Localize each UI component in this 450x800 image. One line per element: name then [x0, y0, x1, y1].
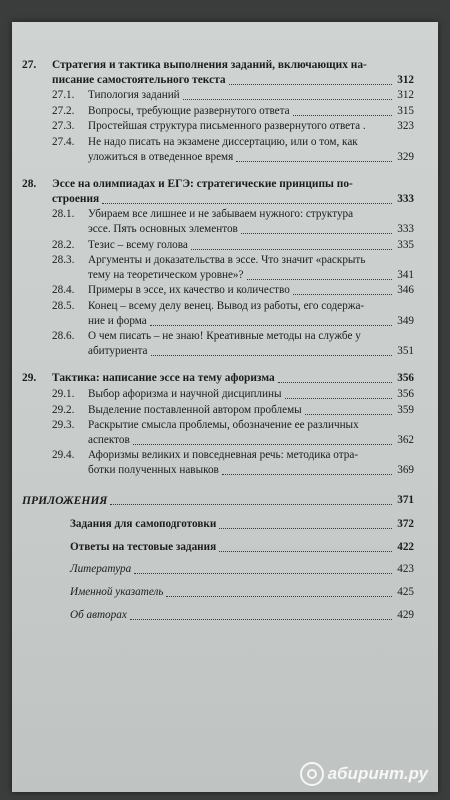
- dot-leader: [285, 398, 392, 399]
- dot-leader: [150, 325, 392, 326]
- section-page: 362: [397, 433, 414, 446]
- dot-leader: [241, 233, 392, 234]
- dot-leader: [110, 504, 392, 505]
- dot-leader: [293, 115, 392, 116]
- section-title: Вопросы, требующие развернутого ответа: [88, 104, 290, 117]
- dot-leader: [166, 596, 392, 597]
- appendix-item-title: Именной указатель: [70, 586, 164, 598]
- section-number: 28.1.: [52, 208, 75, 221]
- dot-leader: [219, 551, 392, 552]
- section-page: 346: [397, 284, 414, 297]
- section-page: 369: [397, 464, 414, 476]
- section-number: 28.5.: [52, 300, 75, 312]
- section-title: Типология заданий: [88, 89, 180, 102]
- section-page: 351: [397, 344, 414, 357]
- appendix-page: 371: [397, 493, 414, 506]
- section-title: Тезис – всему голова: [88, 238, 188, 251]
- section-page: 323: [397, 120, 414, 133]
- section-number: 29.3.: [52, 419, 75, 432]
- dot-leader: [151, 355, 392, 356]
- section-title: эссе. Пять основных элементов: [88, 223, 238, 235]
- section-title: Не надо писать на экзамене диссертацию, или о том, как: [88, 136, 358, 148]
- section-number: 27.2.: [52, 104, 75, 117]
- section-number: 28.4.: [52, 284, 75, 297]
- chapter-title: Стратегия и тактика выполнения заданий, включающих на-: [52, 59, 367, 71]
- section-number: 28.6.: [52, 330, 75, 343]
- section-number: 29.1.: [52, 388, 75, 400]
- section-title: Аргументы и доказательства в эссе. Что значит «раскрыть: [88, 254, 366, 267]
- chapter-title: Тактика: написание эссе на тему афоризма: [52, 372, 275, 385]
- section-number: 27.4.: [52, 136, 75, 148]
- section-page: 349: [397, 314, 414, 327]
- appendix-item-page: 423: [397, 563, 414, 576]
- section-title: абитуриента: [88, 344, 148, 357]
- dot-leader: [191, 249, 392, 250]
- labirint-logo-icon: [300, 762, 324, 786]
- dot-leader: [247, 279, 392, 280]
- dot-leader: [305, 414, 392, 415]
- section-title: Примеры в эссе, их качество и количество: [88, 284, 290, 297]
- section-title: уложиться в отведенное время: [88, 150, 234, 163]
- section-title: О чем писать – не знаю! Креативные методы на службе у: [88, 330, 361, 343]
- dot-leader: [102, 203, 392, 204]
- section-page: 359: [397, 403, 414, 416]
- section-number: 27.1.: [52, 89, 75, 102]
- section-title: Простейшая структура письменного развернутого ответа .: [88, 120, 366, 133]
- section-title: ние и форма: [88, 314, 147, 327]
- chapter-number: 29.: [22, 372, 37, 385]
- section-number: 29.4.: [52, 449, 75, 462]
- dot-leader: [219, 528, 392, 529]
- chapter-number: 27.: [22, 59, 37, 71]
- section-page: 315: [397, 104, 414, 117]
- section-title: Раскрытие смысла проблемы, обозначение ее различных: [88, 419, 359, 432]
- section-number: 28.3.: [52, 254, 75, 267]
- section-page: 329: [397, 150, 414, 163]
- section-title: Убираем все лишнее и не забываем нужного: структура: [88, 208, 354, 221]
- dot-leader: [130, 619, 392, 620]
- section-title: Выделение поставленной автором проблемы: [88, 403, 302, 416]
- section-title: Выбор афоризма и научной дисциплины: [88, 388, 282, 400]
- dot-leader: [222, 474, 392, 475]
- table-of-contents: [12, 22, 438, 792]
- section-title: Афоризмы великих и повседневная речь: методика отра-: [88, 449, 359, 462]
- appendix-item-title: Литература: [70, 563, 132, 576]
- dot-leader: [183, 99, 392, 100]
- section-number: 28.2.: [52, 238, 75, 251]
- dot-leader: [134, 573, 392, 574]
- section-page: 335: [397, 238, 414, 251]
- watermark-text: абиринт.ру: [327, 764, 428, 783]
- chapter-title: строения: [52, 192, 100, 205]
- section-title: аспектов: [88, 433, 130, 446]
- section-number: 27.3.: [52, 120, 75, 133]
- chapter-title: Эссе на олимпиадах и ЕГЭ: стратегические принципы по-: [52, 178, 353, 191]
- appendix-item-page: 372: [397, 518, 414, 531]
- chapter-title: писание самостоятельного текста: [52, 73, 226, 86]
- appendix-item-title: Ответы на тестовые задания: [70, 540, 217, 553]
- dot-leader: [229, 84, 392, 85]
- chapter-page: 333: [397, 192, 414, 205]
- book-page: [12, 22, 438, 792]
- appendix-item-page: 429: [397, 608, 414, 621]
- dot-leader: [133, 444, 392, 445]
- appendix-item-page: 422: [397, 540, 414, 553]
- section-title: ботки полученных навыков: [88, 464, 219, 476]
- section-title: тему на теоретическом уровне»?: [88, 268, 244, 281]
- chapter-page: 356: [397, 372, 414, 385]
- section-page: 333: [397, 223, 414, 235]
- section-page: 356: [397, 388, 414, 400]
- watermark: [300, 762, 428, 786]
- chapter-number: 28.: [22, 178, 37, 191]
- appendix-item-title: Об авторах: [70, 608, 127, 621]
- chapter-page: 312: [397, 73, 414, 86]
- section-title: Конец – всему делу венец. Вывод из работы, его содержа-: [88, 300, 365, 312]
- section-number: 29.2.: [52, 403, 75, 416]
- section-page: 312: [397, 89, 414, 102]
- appendix-item-title: Задания для самоподготовки: [70, 518, 217, 531]
- dot-leader: [278, 382, 392, 383]
- appendix-title: ПРИЛОЖЕНИЯ: [22, 493, 108, 507]
- appendix-item-page: 425: [397, 586, 414, 598]
- dot-leader: [293, 294, 392, 295]
- dot-leader: [236, 161, 392, 162]
- section-page: 341: [397, 268, 414, 281]
